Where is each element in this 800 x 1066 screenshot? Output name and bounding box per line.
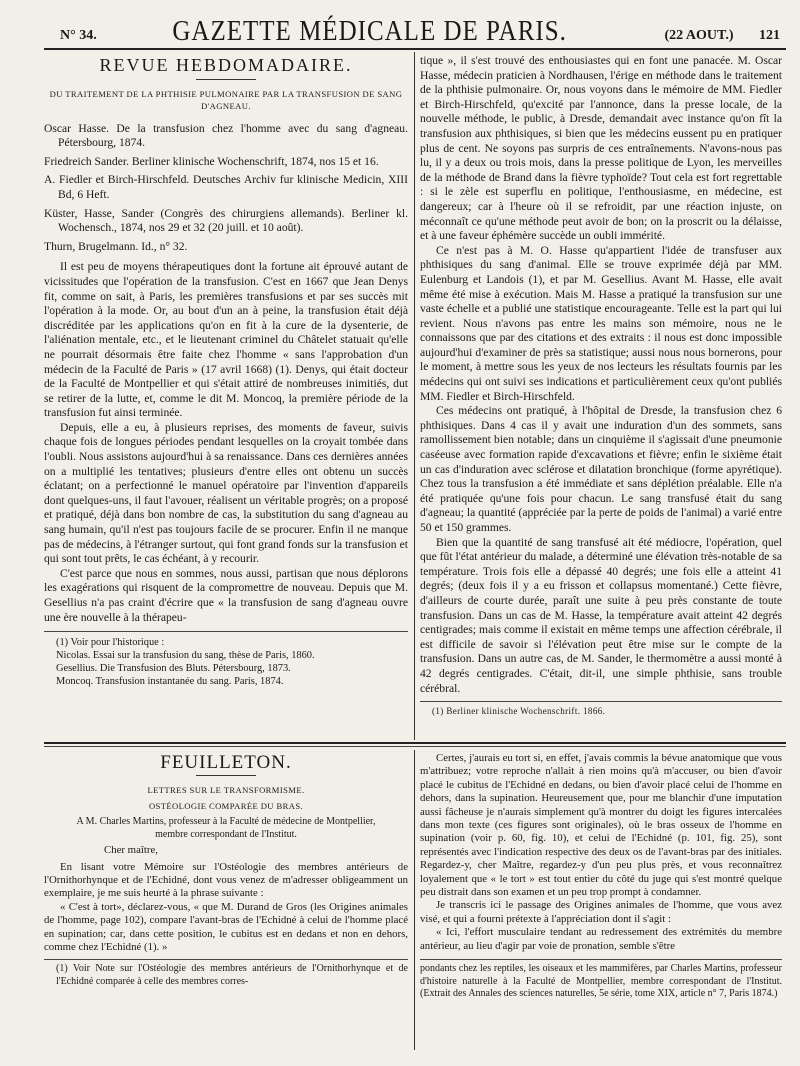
body-paragraph: Je transcris ici le passage des Origines animales de l'homme, que vous avez visé, et qui a fourni prétexte à l'appréciation dont il s'agit : <box>420 899 782 925</box>
biblio-entry: Friedreich Sander. Berliner klinische Wochenschrift, 1874, nos 15 et 16. <box>44 154 379 168</box>
body-paragraph: Ces médecins ont pratiqué, à l'hôpital de Dresde, la transfusion chez 6 phthisiques. Dans 4 cas il y avait une induration d'un des sommets, sans ramollissement bien notable; dans un cinquième il s'agissait d'une pneumonie caséeuse avec formation rapide d'excavations et fièvre; enfin le sixième était un cas d'induration avec sclérose et dilatation bronchique (forme apyrétique). Chez tous la transfusion a été immédiate et sans déplétion préalable. Elle n'a été pratiquée qu'une fois pour chacun. Le sang transfusé était du sang d'agneau; la quantité (appréciée par la perte de poids de l'animal) a varié entre 50 et 150 grammes. <box>420 404 782 534</box>
biblio-entry: Küster, Hasse, Sander (Congrès des chirurgiens allemands). Berliner kl. Wochensch., 1874, nos 29 et 32 (20 juill. et 10 août). <box>44 206 408 235</box>
feuilleton-column-1 <box>44 752 408 988</box>
body-paragraph: tique », il s'est trouvé des enthousiastes qui en font une panacée. M. Oscar Hasse, médecin praticien à Nordhausen, l'érige en méthode dans le traitement de la phthisie pulmonaire. Or, nous voyons dans le mémoire de MM. Fiedler et Birch-Hirschfeld, qu'excité par l'annonce, dans la presse locale, de la nouvelle méthode, le public, à Dresde, demandait avec instance qu'on fît la transfusion aux phthisiques, si bien que les médecins eussent pu en pratiquer plus de cent. Ne soyons pas surpris de ces entraînements. N'avons-nous pas lu, il y a deux ou trois mois, dans la presse politique de Lyon, les merveilles de la méthode de Brand dans la fièvre typhoïde? Tout cela est fort regrettable : si le zèle est superflu en politique, l'enthousiasme, en médecine, est dangereux; car à l'heure où il se refroidit, par une réaction injuste, on méconnaît ce qu'une méthode peut avoir de bon; on la proscrit ou la délaisse, et à une faveur éphémère succède un oubli immérité. <box>420 54 782 243</box>
feuilleton-title: FEUILLETON. <box>160 752 292 773</box>
feuilleton-subheading: OSTÉOLOGIE COMPARÉE DU BRAS. <box>148 801 304 812</box>
footnote-rule <box>44 959 408 960</box>
newspaper-title: GAZETTE MÉDICALE DE PARIS. <box>172 15 567 47</box>
biblio-entry: A. Fiedler et Birch-Hirschfeld. Deutsches Archiv fur klinische Medicin, XIII Bd, 6 Heft. <box>44 173 408 201</box>
footnote-rule <box>44 631 408 632</box>
masthead <box>60 15 780 47</box>
issue-number: N° 34. <box>60 28 97 43</box>
footnote-line: Moncoq. Transfusion instantanée du sang. Paris, 1874. <box>56 676 284 688</box>
footnote-line: pondants chez les reptiles, les oiseaux et les mammifères, par Charles Martins, professeur d'histoire naturelle à la Faculté de Montpellier, membre correspondant de l'Institut. (Extrait des Annales des sciences naturelles, 5e série, tome XIX, article n° 7, Paris 1874.) <box>420 963 782 999</box>
revue-subtitle: DU TRAITEMENT DE LA PHTHISIE PULMONAIRE PAR LA TRANSFUSION DE SANG D'AGNEAU. <box>49 88 403 111</box>
biblio-entry: Thurn, Brugelmann. Id., n° 32. <box>44 239 188 253</box>
footnotes <box>44 636 408 688</box>
biblio-entry: Oscar Hasse. De la transfusion chez l'homme avec du sang d'agneau. Pétersbourg, 1874. <box>44 121 408 150</box>
feuilleton-heading: LETTRES SUR LE TRANSFORMISME. <box>147 785 305 796</box>
bibliography <box>44 122 408 255</box>
footnote-rule <box>420 701 782 702</box>
body-paragraph: Depuis, elle a eu, à plusieurs reprises, des moments de faveur, suivis chaque fois de longues périodes pendant lesquelles on la croyait tombée dans l'oubli. Nous assistons aujourd'hui à sa renaissance. Dans ces dernières années on a multiplié les tentatives; plusieurs d'entre elles ont obtenu un succès éclatant; on a perfectionné le manuel opératoire par l'invention d'appareils dont quelques-uns, il faut l'avouer, réalisent un véritable progrès; on a proposé et pratiqué, déjà dans bon nombre de cas, la substitution du sang d'agneau au sang humain, qu'il n'est pas toujours facile de se procurer. Enfin il ne manque pas de médecins, à l'étranger surtout, qui font grand fonds sur la transfusion et qui sont tout prêts, le cas échéant, à y recourir. <box>44 420 408 566</box>
footnote-line: (1) Berliner klinische Wochenschrift. 1866. <box>432 706 606 717</box>
body-paragraph: En lisant votre Mémoire sur l'Ostéologie des membres antérieurs de l'Ornithorhynque et de l'Echidné, dont vous venez de m'adresser obligeamment un exemplaire, je me suis heurté à la phrase suivante : <box>44 860 408 900</box>
column-divider <box>414 750 415 1050</box>
column-divider <box>414 52 415 740</box>
masthead-rule <box>44 48 786 50</box>
revue-title: REVUE HEBDOMADAIRE. <box>99 55 353 75</box>
title-rule <box>196 775 256 776</box>
issue-date: (22 AOUT.) <box>664 28 734 43</box>
revue-column-1 <box>44 55 408 688</box>
body-paragraph: Il est peu de moyens thérapeutiques dont la fortune ait éprouvé autant de vicissitudes que l'opération de la transfusion. C'est en 1667 que Jean Denys fit, comme on sait, à Paris, les premières transfusions et par ses succès mit l'opération à la mode. Or, au bout d'un an à peine, la transfusion était déjà discréditée par les applications qu'on en fit à la cure de la dysenterie, de l'aliénation mentale, etc., et le lieutenant criminel du Châtelet statuait qu'elle ne pourrait désormais être faite chez l'homme « sans l'approbation d'un médecin de la Faculté de Paris » (17 avril 1668) (1). Denys, qui était docteur de la Faculté de Montpellier et qui s'était attiré de nombreuses inimitiés, dut se retirer de la lutte, et, comme le dit M. Moncoq, la première période de la transfusion fut ainsi terminée. <box>44 260 408 420</box>
body-paragraph: Certes, j'aurais eu tort si, en effet, j'avais commis la bévue anatomique que vous m'attribuez; votre reproche n'allait à rien moins qu'à m'accuser, ou bien d'avoir placé le cubitus de l'Echidné en dedans, ou bien d'avoir placé celui de l'homme en dehors, dans la supination. Heureusement que, pour me blanchir d'une imputation aussi fâcheuse je n'aurais simplement qu'à montrer du doigt les figures intercalées dans mon texte (ces figures sont originales), où le bras osseux de l'homme en supination (voir p. 60, fig. 10), et celui de l'Echidné (p. 101, fig. 25), sont représentés avec l'indication respective des deux os de l'avant-bras par des initiales. Regardez-y, cher Maître, regardez-y d'un peu plus près, et vous reconnaîtrez loyalement que « le tort » est tout entier du côté du juge qui s'est montré quelque peu distrait dans son examen et un peu trop prompt à condamner. <box>420 752 782 899</box>
body-paragraph: « C'est à tort», déclarez-vous, « que M. Durand de Gros (les Origines animales de l'homme, page 102), compare l'avant-bras de l'Echidné à celui de l'homme placé en supination; car, dans cette position, le cubitus est en dedans et non en dehors, comme chez l'Echidné (1). » <box>44 900 408 954</box>
feuilleton-column-2 <box>420 752 782 1000</box>
body-paragraph: Ce n'est pas à M. O. Hasse qu'appartient l'idée de transfuser aux phthisiques du sang d'animal. Elle se trouve exprimée déjà par MM. Eulenburg et Landois (1), et par M. Gesellius. Avant M. Hasse, elle avait même été mise à exécution. Mais M. Hasse a pratiqué la transfusion sur une vaste échelle et a publié une statistique encourageante. Telle est la part qui lui revient. Nous n'avons pas entre les mains son mémoire, nous ne le connaissons que par des citations et des extraits : il nous est donc impossible aujourd'hui d'examiner de près sa statistique; aussi nous nous bornerons, pour le moment, à mettre sous les yeux de nos lecteurs les résultats fournis par les médecins qui ont suivi ses indications et particulièrement ceux qu'ont publiés MM. Fiedler et Birch-Hirschfeld. <box>420 243 782 403</box>
page-number: 121 <box>758 28 780 43</box>
revue-column-2 <box>420 54 782 718</box>
footnote-line: (1) Voir Note sur l'Ostéologie des membres antérieurs de l'Ornithorhynque et de l'Echidné comparée à celle des membres corres- <box>56 963 408 987</box>
letter-salutation: Cher maître, <box>104 844 158 857</box>
footnote-line: Nicolas. Essai sur la transfusion du sang, thèse de Paris, 1860. <box>56 650 315 662</box>
section-divider <box>44 742 786 744</box>
body-paragraph: « Ici, l'effort musculaire tendant au redressement des extrémités du membre antérieur, au lieu d'agir par voie de pronation, semble s'être <box>420 926 782 952</box>
body-paragraph: Bien que la quantité de sang transfusé ait été médiocre, l'opération, quel que fût l'état antérieur du malade, a déterminé une élévation très-notable de sa température. Trois fois elle a dépassé 40 degrés; une fois elle a atteint 41 degrés; (deux fois il y a eu frisson et collapsus momentané.) Cette fièvre, d'ailleurs de courte durée, paraît une suite à peu près constante de toute transfusion. Dans un cas de M. Hasse, la température avait atteint 42 degrés centigrades; mais comme il existait en même temps une affection cérébrale, il est difficile de savoir si l'élévation peut être mise sur le compte de la transfusion. Dans un autre cas, de M. Sander, le thermomètre a aussi monté à 42 degrés centigrades. C'était, dit-il, une simple phthisie, sans trouble cérébral. <box>420 535 782 695</box>
title-rule <box>196 79 256 80</box>
masthead-right <box>643 28 780 44</box>
body-paragraph: C'est parce que nous en sommes, nous aussi, partisan que nous déplorons les exagérations qui risquent de la compromettre de nouveau. Depuis que M. Gesellius n'a pas craint d'écrire que « la transfusion de sang d'agneau ouvre une ère nouvelle à la thérapeu- <box>44 566 408 624</box>
footnote-line: (1) Voir pour l'historique : <box>56 637 165 649</box>
footnote-line: Gesellius. Die Transfusion des Bluts. Pétersbourg, 1873. <box>56 663 291 675</box>
section-divider-thin <box>44 746 786 747</box>
footnote-rule <box>420 959 782 960</box>
letter-address: A M. Charles Martins, professeur à la Faculté de médecine de Montpellier, membre correspondant de l'Institut. <box>76 816 376 840</box>
